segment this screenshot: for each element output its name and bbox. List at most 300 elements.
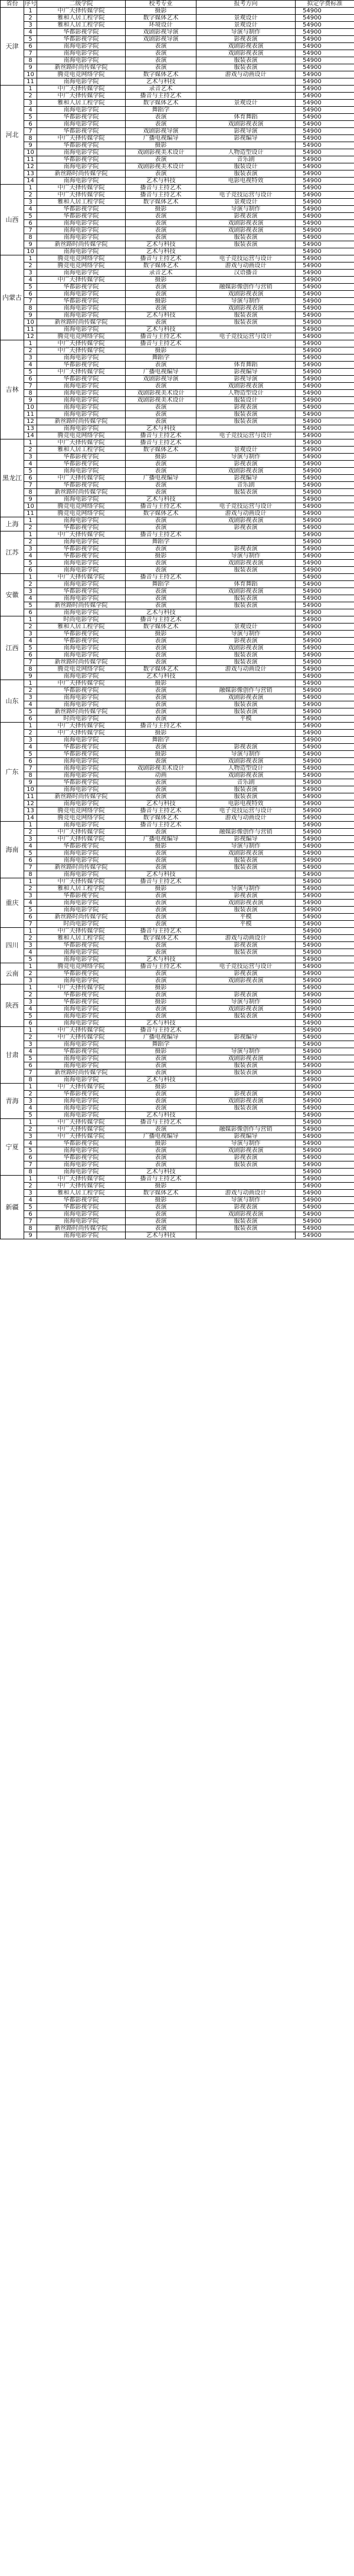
tuition-cell: 54900 <box>296 397 354 404</box>
college-cell: 南海电影学院 <box>37 609 126 616</box>
direction-cell: 戏剧影视表演 <box>196 1147 296 1154</box>
college-cell: 南海电影学院 <box>37 1077 126 1084</box>
table-row <box>1 999 354 1006</box>
row-index: 1 <box>24 985 37 992</box>
direction-cell <box>196 928 296 935</box>
table-row <box>1 36 354 43</box>
table-row <box>1 142 354 149</box>
table-row <box>1 305 354 312</box>
table-row <box>1 1183 354 1190</box>
major-cell: 艺术与科技 <box>126 496 196 503</box>
tuition-cell: 54900 <box>296 524 354 531</box>
major-cell: 表演 <box>126 546 196 553</box>
college-cell: 中广天择传媒学院 <box>37 1034 126 1041</box>
college-cell: 南海电影学院 <box>37 496 126 503</box>
major-cell: 录音艺术 <box>126 86 196 93</box>
direction-cell: 服装表演 <box>196 708 296 716</box>
tuition-cell: 54900 <box>296 1112 354 1119</box>
direction-cell <box>196 347 296 355</box>
major-cell: 数字媒体艺术 <box>126 815 196 822</box>
province-cell: 青海 <box>1 1084 24 1119</box>
college-cell: 中广天择传媒学院 <box>37 1133 126 1140</box>
table-row <box>1 277 354 284</box>
college-cell: 南海电影学院 <box>37 567 126 574</box>
direction-cell: 影视表演 <box>196 992 296 999</box>
direction-cell: 电子竞技运营与设计 <box>196 963 296 970</box>
row-index: 11 <box>24 78 37 86</box>
direction-cell: 戏剧影视表演 <box>196 977 296 985</box>
college-cell: 中广天择传媒学院 <box>37 730 126 737</box>
row-index: 1 <box>24 822 37 829</box>
college-cell: 南海电影学院 <box>37 673 126 680</box>
tuition-cell: 54900 <box>296 86 354 93</box>
tuition-cell: 54900 <box>296 1161 354 1169</box>
major-cell: 戏剧影视美术设计 <box>126 390 196 397</box>
tuition-cell: 54900 <box>296 163 354 170</box>
header-direction: 报考方向 <box>196 1 296 8</box>
major-cell: 表演 <box>126 1204 196 1211</box>
major-cell: 表演 <box>126 595 196 602</box>
row-index: 2 <box>24 992 37 999</box>
major-cell: 广播电视编导 <box>126 1133 196 1140</box>
major-cell: 艺术与科技 <box>126 1077 196 1084</box>
table-row <box>1 652 354 659</box>
direction-cell: 游戏与动画设计 <box>196 1190 296 1197</box>
tuition-cell: 54900 <box>296 1006 354 1013</box>
college-cell: 新丝路时尚传媒学院 <box>37 864 126 871</box>
row-index: 9 <box>24 1232 37 1239</box>
row-index: 7 <box>24 765 37 772</box>
table-row <box>1 765 354 772</box>
college-cell: 南海电影学院 <box>37 163 126 170</box>
major-cell: 表演 <box>126 121 196 128</box>
major-cell: 表演 <box>126 461 196 468</box>
major-cell: 摄影 <box>126 885 196 892</box>
college-cell: 华都影视学院 <box>37 142 126 149</box>
direction-cell: 服装表演 <box>196 793 296 800</box>
major-cell: 广播电视编导 <box>126 836 196 843</box>
table-row <box>1 942 354 949</box>
row-index: 4 <box>24 206 37 213</box>
major-cell: 播音与主持艺术 <box>126 503 196 510</box>
college-cell: 南海电影学院 <box>37 822 126 829</box>
table-row <box>1 737 354 744</box>
row-index: 4 <box>24 638 37 645</box>
direction-cell <box>196 1232 296 1239</box>
direction-cell: 服装表演 <box>196 659 296 666</box>
college-cell: 雅和人居工程学院 <box>37 624 126 631</box>
tuition-cell: 54900 <box>296 963 354 970</box>
row-index: 10 <box>24 149 37 156</box>
table-row <box>1 468 354 475</box>
table-row <box>1 1197 354 1204</box>
major-cell: 表演 <box>126 64 196 71</box>
tuition-cell: 54900 <box>296 864 354 871</box>
direction-cell: 戏剧影视表演 <box>196 291 296 298</box>
direction-cell: 融媒影像创作与营销 <box>196 284 296 291</box>
tuition-cell: 54900 <box>296 447 354 454</box>
tuition-cell: 54900 <box>296 751 354 758</box>
table-row <box>1 546 354 553</box>
major-cell: 摄影 <box>126 1048 196 1055</box>
tuition-cell: 54900 <box>296 270 354 277</box>
college-cell: 华都影视学院 <box>37 553 126 560</box>
row-index: 5 <box>24 213 37 220</box>
college-cell: 南海电影学院 <box>37 1211 126 1218</box>
tuition-cell: 54900 <box>296 723 354 730</box>
direction-cell <box>196 956 296 963</box>
row-index: 9 <box>24 64 37 71</box>
major-cell: 摄影 <box>126 1084 196 1091</box>
tuition-cell: 54900 <box>296 298 354 305</box>
direction-cell <box>196 1183 296 1190</box>
table-row <box>1 510 354 517</box>
tuition-cell: 54900 <box>296 730 354 737</box>
row-index: 11 <box>24 411 37 418</box>
major-cell: 摄影 <box>126 298 196 305</box>
direction-cell: 体育舞蹈 <box>196 114 296 121</box>
table-row <box>1 1084 354 1091</box>
table-row <box>1 255 354 262</box>
college-cell: 南海电影学院 <box>37 248 126 255</box>
row-index: 7 <box>24 482 37 489</box>
tuition-cell: 54900 <box>296 885 354 892</box>
province-cell: 天津 <box>1 8 24 86</box>
tuition-cell: 54900 <box>296 284 354 291</box>
table-row <box>1 319 354 326</box>
province-cell: 吉林 <box>1 340 24 439</box>
college-cell: 华都影视学院 <box>37 779 126 786</box>
tuition-cell: 54900 <box>296 213 354 220</box>
table-row <box>1 822 354 829</box>
college-cell: 南海电影学院 <box>37 1041 126 1048</box>
row-index: 5 <box>24 645 37 652</box>
major-cell: 表演 <box>126 1091 196 1098</box>
tuition-cell: 54900 <box>296 659 354 666</box>
direction-cell: 影视表演 <box>196 970 296 977</box>
table-row <box>1 496 354 503</box>
major-cell: 播音与主持艺术 <box>126 439 196 447</box>
college-cell: 南海电影学院 <box>37 107 126 114</box>
tuition-cell: 54900 <box>296 199 354 206</box>
tuition-cell: 54900 <box>296 517 354 524</box>
major-cell: 摄影 <box>126 751 196 758</box>
province-cell: 内蒙古 <box>1 255 24 340</box>
row-index: 3 <box>24 1190 37 1197</box>
table-row <box>1 291 354 298</box>
major-cell: 播音与主持艺术 <box>126 808 196 815</box>
college-cell: 华都影视学院 <box>37 362 126 369</box>
direction-cell: 导演与制作 <box>196 751 296 758</box>
college-cell: 华都影视学院 <box>37 284 126 291</box>
tuition-cell: 54900 <box>296 227 354 234</box>
row-index: 6 <box>24 1020 37 1027</box>
table-row <box>1 121 354 128</box>
table-row <box>1 71 354 78</box>
row-index: 2 <box>24 262 37 270</box>
row-index: 14 <box>24 432 37 439</box>
direction-cell: 导演与制作 <box>196 298 296 305</box>
tuition-cell: 54900 <box>296 631 354 638</box>
direction-cell: 导演与制作 <box>196 843 296 850</box>
direction-cell <box>196 531 296 539</box>
row-index: 8 <box>24 57 37 64</box>
direction-cell: 平模 <box>196 914 296 921</box>
tuition-cell: 54900 <box>296 1027 354 1034</box>
major-cell: 摄影 <box>126 142 196 149</box>
college-cell: 南海电影学院 <box>37 701 126 708</box>
row-index: 2 <box>24 829 37 836</box>
tuition-cell: 54900 <box>296 1069 354 1077</box>
college-cell: 华都影视学院 <box>37 524 126 531</box>
college-cell: 中广天择传媒学院 <box>37 1126 126 1133</box>
tuition-cell: 54900 <box>296 1062 354 1069</box>
direction-cell <box>196 1041 296 1048</box>
table-row <box>1 793 354 800</box>
table-row <box>1 751 354 758</box>
college-cell: 南海电影学院 <box>37 850 126 857</box>
table-row <box>1 992 354 999</box>
tuition-cell: 54900 <box>296 772 354 779</box>
row-index: 5 <box>24 114 37 121</box>
tuition-cell: 54900 <box>296 178 354 185</box>
tuition-cell: 54900 <box>296 992 354 999</box>
row-index: 1 <box>24 1084 37 1091</box>
major-cell: 数字媒体艺术 <box>126 15 196 22</box>
major-cell: 数字媒体艺术 <box>126 447 196 454</box>
table-row <box>1 786 354 793</box>
row-index: 4 <box>24 1006 37 1013</box>
row-index: 11 <box>24 510 37 517</box>
tuition-cell: 54900 <box>296 454 354 461</box>
direction-cell: 影视表演 <box>196 213 296 220</box>
direction-cell: 游戏与动画设计 <box>196 815 296 822</box>
direction-cell: 影视编导 <box>196 135 296 142</box>
tuition-cell: 54900 <box>296 8 354 15</box>
tuition-cell: 54900 <box>296 786 354 793</box>
college-cell: 南海电影学院 <box>37 397 126 404</box>
college-cell: 华都影视学院 <box>37 942 126 949</box>
table-row <box>1 815 354 822</box>
direction-cell: 影视导演 <box>196 376 296 383</box>
province-cell: 四川 <box>1 928 24 963</box>
tuition-cell: 54900 <box>296 333 354 340</box>
major-cell: 表演 <box>126 779 196 786</box>
major-cell: 播音与主持艺术 <box>126 822 196 829</box>
college-cell: 中广天择传媒学院 <box>37 347 126 355</box>
table-row <box>1 985 354 992</box>
tuition-cell: 54900 <box>296 836 354 843</box>
direction-cell: 音乐剧 <box>196 156 296 163</box>
row-index: 4 <box>24 595 37 602</box>
table-row <box>1 29 354 36</box>
college-cell: 中广天择传媒学院 <box>37 680 126 687</box>
direction-cell: 影视编导 <box>196 1034 296 1041</box>
direction-cell: 戏剧影视表演 <box>196 1098 296 1105</box>
table-row <box>1 673 354 680</box>
table-row <box>1 22 354 29</box>
direction-cell <box>196 822 296 829</box>
direction-cell: 平模 <box>196 716 296 723</box>
tuition-cell: 54900 <box>296 843 354 850</box>
direction-cell <box>196 8 296 15</box>
college-cell: 新丝路时尚传媒学院 <box>37 170 126 178</box>
tuition-cell: 54900 <box>296 977 354 985</box>
direction-cell: 电子竞技运营与设计 <box>196 192 296 199</box>
major-cell: 舞蹈学 <box>126 581 196 588</box>
tuition-cell: 54900 <box>296 475 354 482</box>
table-row <box>1 1077 354 1084</box>
direction-cell: 戏剧影视表演 <box>196 468 296 475</box>
table-row <box>1 666 354 673</box>
row-index: 2 <box>24 15 37 22</box>
college-cell: 华都影视学院 <box>37 687 126 694</box>
direction-cell: 影视表演 <box>196 1091 296 1098</box>
row-index: 6 <box>24 291 37 298</box>
major-cell: 表演 <box>126 864 196 871</box>
row-index: 2 <box>24 93 37 100</box>
college-cell: 华都影视学院 <box>37 588 126 595</box>
major-cell: 播音与主持艺术 <box>126 531 196 539</box>
tuition-cell: 54900 <box>296 71 354 78</box>
tuition-cell: 54900 <box>296 78 354 86</box>
college-cell: 南海电影学院 <box>37 977 126 985</box>
major-cell: 舞蹈学 <box>126 107 196 114</box>
table-row <box>1 595 354 602</box>
tuition-cell: 54900 <box>296 326 354 333</box>
direction-cell <box>196 1112 296 1119</box>
direction-cell: 服装表演 <box>196 1069 296 1077</box>
table-row <box>1 1225 354 1232</box>
direction-cell: 服装表演 <box>196 1218 296 1225</box>
major-cell: 播音与主持艺术 <box>126 878 196 885</box>
major-cell: 播音与主持艺术 <box>126 333 196 340</box>
row-index: 2 <box>24 192 37 199</box>
major-cell: 表演 <box>126 220 196 227</box>
college-cell: 南海电影学院 <box>37 1161 126 1169</box>
college-cell: 中广天择传媒学院 <box>37 1084 126 1091</box>
row-index: 4 <box>24 277 37 284</box>
row-index: 14 <box>24 815 37 822</box>
row-index: 5 <box>24 907 37 914</box>
table-row <box>1 1041 354 1048</box>
tuition-cell: 54900 <box>296 135 354 142</box>
college-cell: 南海电影学院 <box>37 539 126 546</box>
tuition-cell: 54900 <box>296 220 354 227</box>
table-row <box>1 588 354 595</box>
row-index: 3 <box>24 1098 37 1105</box>
tuition-cell: 54900 <box>296 355 354 362</box>
major-cell: 播音与主持艺术 <box>126 255 196 262</box>
row-index: 3 <box>24 942 37 949</box>
tuition-cell: 54900 <box>296 1225 354 1232</box>
row-index: 4 <box>24 461 37 468</box>
tuition-cell: 54900 <box>296 510 354 517</box>
college-cell: 南海电影学院 <box>37 517 126 524</box>
tuition-cell: 54900 <box>296 489 354 496</box>
header-college: 二级学院 <box>37 1 126 8</box>
major-cell: 表演 <box>126 418 196 425</box>
row-index: 4 <box>24 744 37 751</box>
college-cell: 华都影视学院 <box>37 454 126 461</box>
table-row <box>1 1027 354 1034</box>
tuition-cell: 54900 <box>296 892 354 900</box>
direction-cell <box>196 673 296 680</box>
direction-cell: 服装表演 <box>196 949 296 956</box>
direction-cell: 服装表演 <box>196 567 296 574</box>
tuition-cell: 54900 <box>296 496 354 503</box>
province-cell: 宁夏 <box>1 1119 24 1176</box>
row-index: 13 <box>24 170 37 178</box>
row-index: 6 <box>24 914 37 921</box>
direction-cell: 导演与制作 <box>196 206 296 213</box>
tuition-cell: 54900 <box>296 503 354 510</box>
college-cell: 南海电影学院 <box>37 312 126 319</box>
row-index: 6 <box>24 609 37 616</box>
major-cell: 戏剧影视美术设计 <box>126 765 196 772</box>
college-cell: 中广天择传媒学院 <box>37 369 126 376</box>
row-index: 4 <box>24 949 37 956</box>
tuition-cell: 54900 <box>296 850 354 857</box>
tuition-cell: 54900 <box>296 319 354 326</box>
table-row <box>1 949 354 956</box>
table-row <box>1 326 354 333</box>
table-row <box>1 1013 354 1020</box>
direction-cell: 服装表演 <box>196 234 296 241</box>
major-cell: 艺术与科技 <box>126 800 196 808</box>
college-cell: 新丝路时尚传媒学院 <box>37 489 126 496</box>
tuition-cell: 54900 <box>296 871 354 878</box>
table-row <box>1 850 354 857</box>
row-index: 3 <box>24 631 37 638</box>
direction-cell: 人物造型设计 <box>196 390 296 397</box>
major-cell: 摄影 <box>126 1197 196 1204</box>
college-cell: 南海电影学院 <box>37 178 126 185</box>
major-cell: 戏剧影视导演 <box>126 29 196 36</box>
table-row <box>1 383 354 390</box>
table-row <box>1 914 354 921</box>
direction-cell: 服装表演 <box>196 312 296 319</box>
table-row <box>1 1154 354 1161</box>
row-index: 2 <box>24 1091 37 1098</box>
direction-cell: 导演与制作 <box>196 631 296 638</box>
college-cell: 新丝路时尚传媒学院 <box>37 1069 126 1077</box>
row-index: 1 <box>24 680 37 687</box>
table-row <box>1 956 354 963</box>
row-index: 3 <box>24 199 37 206</box>
table-row <box>1 772 354 779</box>
direction-cell: 电影电视特效 <box>196 800 296 808</box>
table-row <box>1 553 354 560</box>
major-cell: 表演 <box>126 1013 196 1020</box>
college-cell: 南海电影学院 <box>37 800 126 808</box>
row-index: 6 <box>24 220 37 227</box>
tuition-cell: 54900 <box>296 185 354 192</box>
row-index: 4 <box>24 29 37 36</box>
direction-cell: 服装表演 <box>196 411 296 418</box>
table-row <box>1 411 354 418</box>
tuition-cell: 54900 <box>296 43 354 50</box>
college-cell: 南海电影学院 <box>37 1098 126 1105</box>
major-cell: 播音与主持艺术 <box>126 93 196 100</box>
direction-cell: 景观设计 <box>196 100 296 107</box>
college-cell: 南海电影学院 <box>37 900 126 907</box>
tuition-cell: 54900 <box>296 22 354 29</box>
tuition-cell: 54900 <box>296 567 354 574</box>
row-index: 1 <box>24 616 37 624</box>
table-row <box>1 355 354 362</box>
major-cell: 表演 <box>126 914 196 921</box>
